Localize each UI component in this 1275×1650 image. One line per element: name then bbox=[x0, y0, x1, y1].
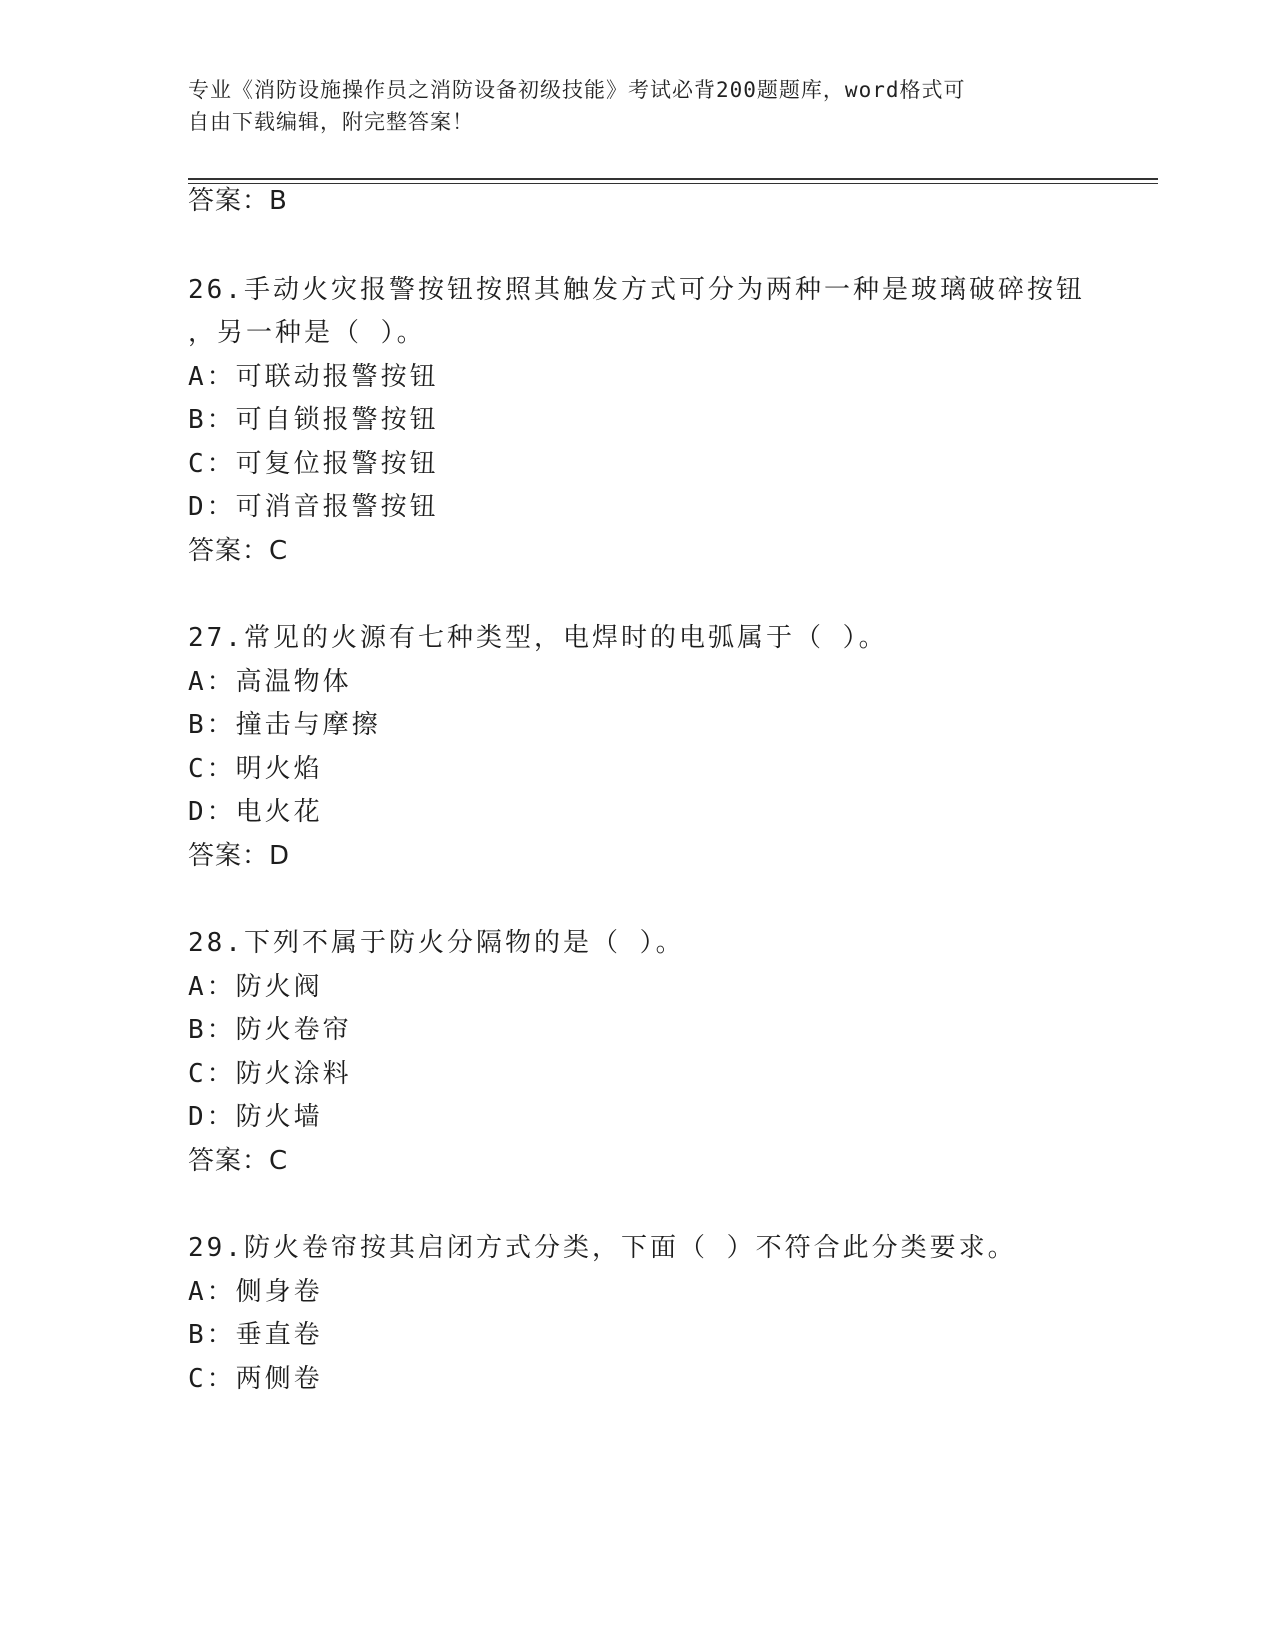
option-c: C：可复位报警按钮 bbox=[188, 449, 439, 479]
option-d: D：防火墙 bbox=[188, 1102, 323, 1132]
answer-label: 答案：C bbox=[188, 1146, 289, 1176]
document-header bbox=[188, 74, 1088, 138]
option-b: B：垂直卷 bbox=[188, 1320, 323, 1350]
option-a: A：侧身卷 bbox=[188, 1277, 323, 1307]
answer-label: 答案：D bbox=[188, 841, 291, 871]
question-stem: 28.下列不属于防火分隔物的是（ ）。 bbox=[188, 928, 685, 958]
question-stem: ，另一种是（ ）。 bbox=[188, 318, 426, 348]
option-c: C：明火焰 bbox=[188, 754, 323, 784]
option-a: A：可联动报警按钮 bbox=[188, 362, 439, 392]
header-line-2: 自由下载编辑，附完整答案！ bbox=[188, 110, 474, 134]
option-a: A：防火阀 bbox=[188, 972, 323, 1002]
option-d: D：可消音报警按钮 bbox=[188, 492, 439, 522]
option-b: B：防火卷帘 bbox=[188, 1015, 352, 1045]
answer-label: 答案：C bbox=[188, 536, 289, 566]
question-stem: 26.手动火灾报警按钮按照其触发方式可分为两种一种是玻璃破碎按钮 bbox=[188, 275, 1085, 305]
question-stem: 27.常见的火源有七种类型，电焊时的电弧属于（ ）。 bbox=[188, 623, 888, 653]
answer-label: 答案：B bbox=[188, 186, 288, 216]
header-divider-thin bbox=[188, 183, 1158, 184]
header-line-1: 专业《消防设施操作员之消防设备初级技能》考试必背200题题库，word格式可 bbox=[188, 78, 966, 102]
option-c: C：两侧卷 bbox=[188, 1364, 323, 1394]
option-d: D：电火花 bbox=[188, 797, 323, 827]
header-divider bbox=[188, 178, 1158, 180]
option-a: A：高温物体 bbox=[188, 667, 352, 697]
question-stem: 29.防火卷帘按其启闭方式分类，下面（ ）不符合此分类要求。 bbox=[188, 1233, 1017, 1263]
option-b: B：撞击与摩擦 bbox=[188, 710, 381, 740]
option-c: C：防火涂料 bbox=[188, 1059, 352, 1089]
option-b: B：可自锁报警按钮 bbox=[188, 405, 439, 435]
